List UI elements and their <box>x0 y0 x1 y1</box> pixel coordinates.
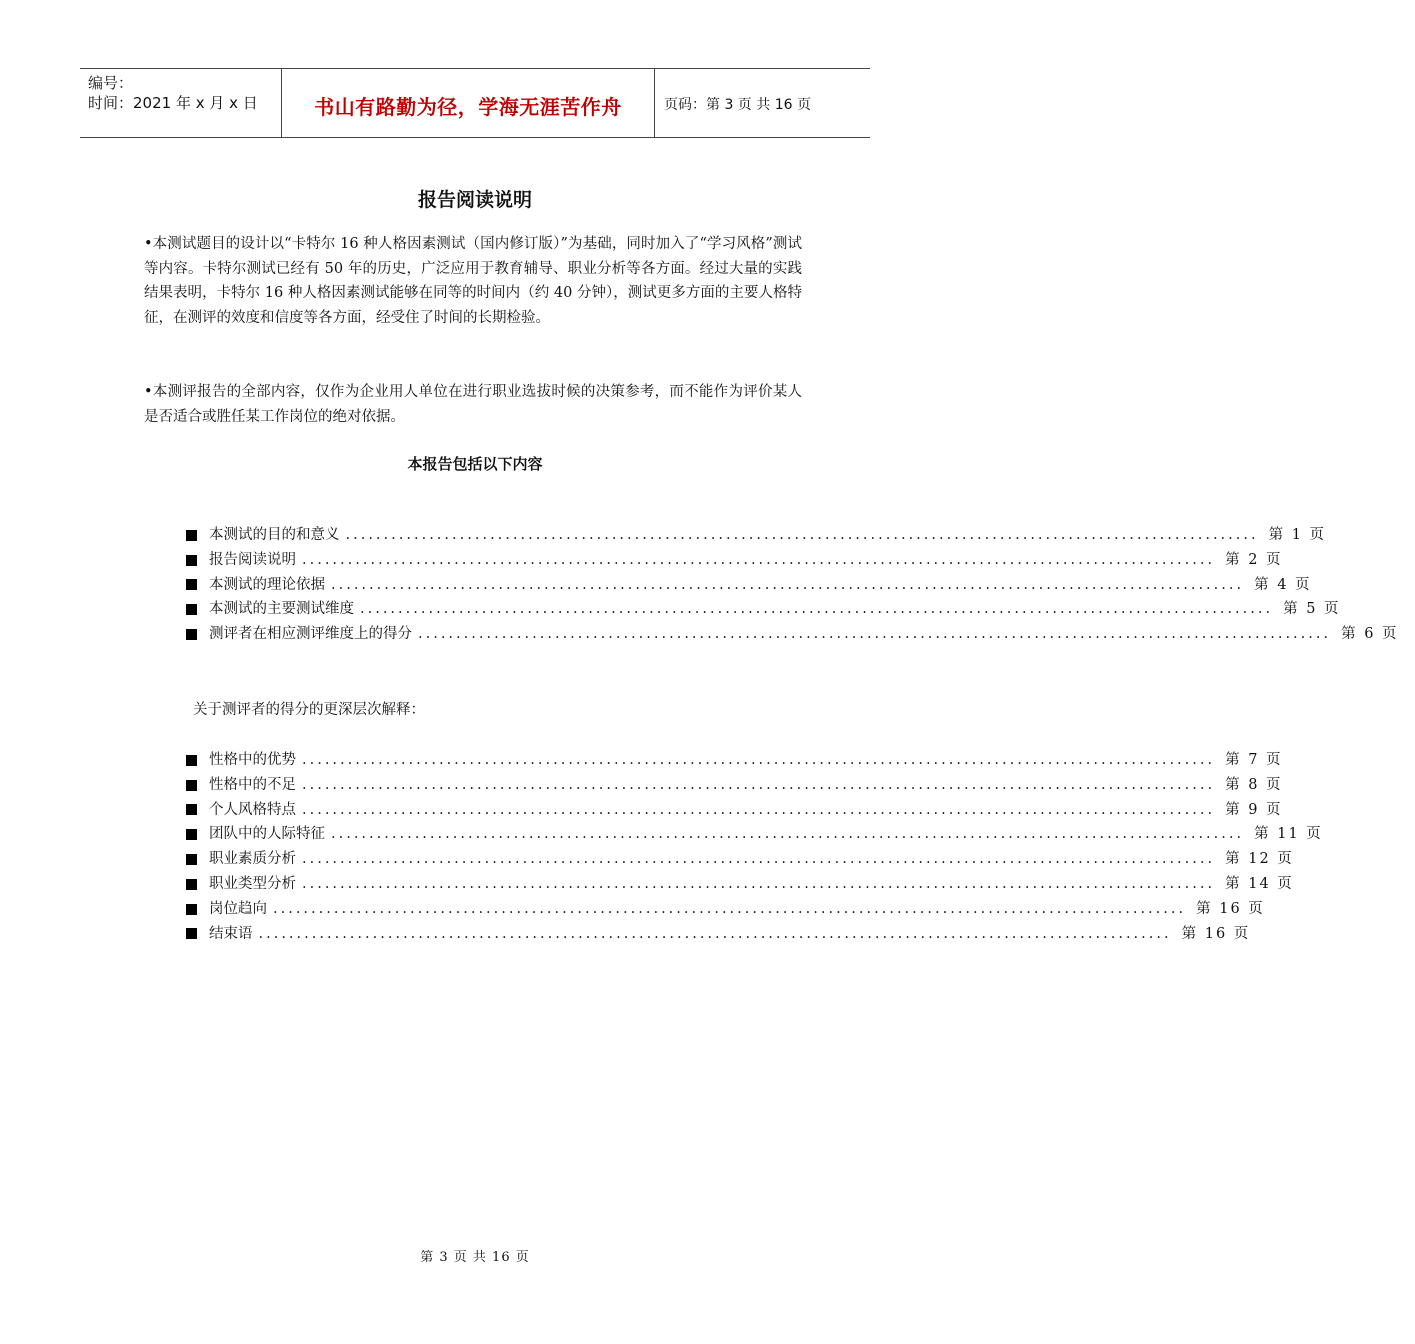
header-meta <box>88 73 258 113</box>
toc-leader-dots: ........................................................................................................................ <box>331 576 1245 593</box>
toc-item-label: 测评者在相应测评维度上的得分 <box>209 626 412 643</box>
toc-leader-dots: ........................................................................................................................ <box>345 527 1259 543</box>
toc-item-label: 团队中的人际特征 <box>209 826 325 843</box>
toc-item-page: 第 16 页 <box>1181 925 1251 942</box>
bullet-square-icon <box>186 579 197 590</box>
toc-item <box>186 548 1283 573</box>
toc-item-label: 本测试的主要测试维度 <box>209 601 354 618</box>
toc-item-label: 本测试的理论依据 <box>209 576 325 593</box>
bullet-square-icon <box>186 928 197 939</box>
toc-item <box>186 897 1265 922</box>
page-footer: 第 3 页 共 16 页 <box>420 1250 530 1265</box>
toc-leader-dots: ........................................................................................................................ <box>258 925 1172 942</box>
toc-item-label: 性格中的优势 <box>209 752 296 768</box>
toc-item <box>186 847 1294 872</box>
toc-item-page: 第 5 页 <box>1283 601 1341 618</box>
bullet-square-icon <box>186 530 197 541</box>
header-motto: 书山有路勤为径，学海无涯苦作舟 <box>314 95 622 119</box>
page-title: 报告阅读说明 <box>417 189 532 211</box>
toc-item-page: 第 1 页 <box>1268 527 1327 543</box>
toc-item <box>186 822 1323 847</box>
toc-leader-dots: ........................................................................................................................ <box>302 752 1216 768</box>
toc-leader-dots: ........................................................................................................................ <box>331 826 1245 843</box>
bullet-square-icon <box>186 629 197 640</box>
toc-item <box>186 523 1327 548</box>
toc-leader-dots: ........................................................................................................................ <box>302 801 1216 818</box>
toc-deeper-list <box>186 748 1323 946</box>
toc-item-page: 第 12 页 <box>1225 851 1294 868</box>
bullet-square-icon <box>186 904 197 915</box>
bullet-square-icon <box>186 755 197 766</box>
toc-item <box>186 597 1341 622</box>
intro-paragraph: •本测试题目的设计以“卡特尔 16 种人格因素测试（国内修订版）”为基础，同时加入了“学习风格”测试等内容。卡特尔测试已经有 50 年的历史，广泛应用于教育辅导、职业分析等各方面。经过大量的实践结果表明，卡特尔 16 种人格因素测试能够在同等的时间内（约 40 分钟），测试更多方面的主要人格特征，在测评的效度和信度等各方面，经受住了时间的长期检验。 <box>144 236 802 326</box>
toc-item-page: 第 6 页 <box>1341 626 1399 643</box>
toc-item-page: 第 9 页 <box>1225 801 1283 818</box>
toc-item-page: 第 11 页 <box>1254 826 1323 843</box>
toc-item-page: 第 14 页 <box>1225 875 1294 892</box>
toc-item-page: 第 2 页 <box>1225 551 1283 568</box>
toc-item <box>186 748 1283 773</box>
toc-item-label: 报告阅读说明 <box>209 551 296 568</box>
toc-item <box>186 798 1283 823</box>
toc-item <box>186 773 1283 798</box>
toc-leader-dots: ........................................................................................................................ <box>273 900 1187 917</box>
toc-item-page: 第 8 页 <box>1225 776 1283 793</box>
toc-item-label: 个人风格特点 <box>209 801 296 818</box>
bullet-square-icon <box>186 780 197 791</box>
toc-item <box>186 872 1294 897</box>
toc-item-page: 第 4 页 <box>1254 576 1312 593</box>
header-page-info: 页码：第 3 页 共 16 页 <box>664 97 811 113</box>
toc-item <box>186 922 1251 947</box>
toc-item-page: 第 7 页 <box>1225 752 1283 768</box>
page-header <box>80 68 870 138</box>
toc-item-label: 职业素质分析 <box>209 851 296 868</box>
toc-leader-dots: ........................................................................................................................ <box>418 626 1332 643</box>
bullet-square-icon <box>186 804 197 815</box>
toc-item <box>186 573 1312 598</box>
bullet-square-icon <box>186 829 197 840</box>
toc-item-label: 性格中的不足 <box>209 776 296 793</box>
contents-title: 本报告包括以下内容 <box>407 455 543 473</box>
toc-item-label: 结束语 <box>209 925 253 942</box>
toc-leader-dots: ........................................................................................................................ <box>302 851 1216 868</box>
toc-item-page: 第 16 页 <box>1196 900 1265 917</box>
toc-leader-dots: ........................................................................................................................ <box>302 551 1216 568</box>
bullet-square-icon <box>186 555 197 566</box>
disclaimer-paragraph: •本测评报告的全部内容，仅作为企业用人单位在进行职业选拔时候的决策参考，而不能作为评价某人是否适合或胜任某工作岗位的绝对依据。 <box>144 384 802 425</box>
toc-leader-dots: ........................................................................................................................ <box>302 875 1216 892</box>
header-divider <box>654 69 655 137</box>
deeper-explanation-note: 关于测评者的得分的更深层次解释： <box>193 702 425 718</box>
toc-leader-dots: ........................................................................................................................ <box>360 601 1274 618</box>
toc-main-list <box>186 523 1399 647</box>
toc-item <box>186 622 1399 647</box>
document-time-label: 时间：2021 年 x 月 x 日 <box>88 94 258 112</box>
toc-item-label: 岗位趋向 <box>209 900 267 917</box>
bullet-square-icon <box>186 854 197 865</box>
bullet-square-icon <box>186 879 197 890</box>
toc-leader-dots: ........................................................................................................................ <box>302 776 1216 793</box>
toc-item-label: 职业类型分析 <box>209 875 296 892</box>
document-number-label: 编号： <box>88 74 134 92</box>
bullet-square-icon <box>186 604 197 615</box>
toc-item-label: 本测试的目的和意义 <box>209 527 340 543</box>
